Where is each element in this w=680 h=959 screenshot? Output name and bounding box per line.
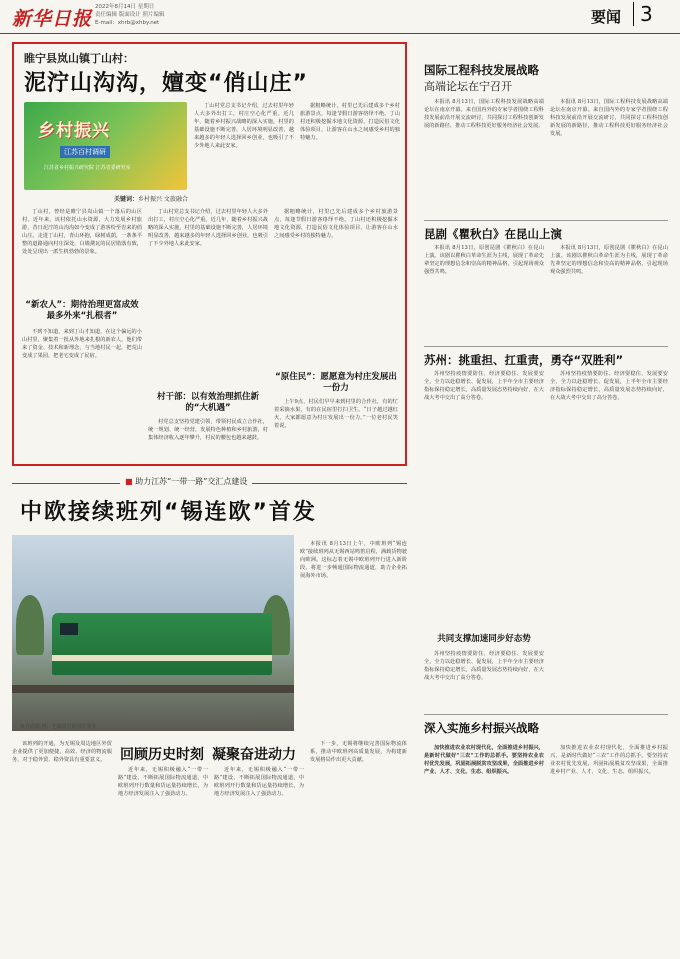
- feature-col3-top: 据粗略统计，村里已先后建成多个乡村旅游景点，每逢节假日游客络绎不绝。丁山村还积极挖掘本地文化资源，打造民俗文化体验项目，让游客在山水之间感受乡村的独特魅力。: [300, 103, 400, 142]
- tree-shape: [16, 595, 44, 655]
- newspaper-logo: 新华日报: [12, 8, 93, 30]
- train-photo: [12, 535, 294, 731]
- story2-title: 昆剧《瞿秋白》在昆山上演: [424, 227, 562, 241]
- story3-text-c: 苏州坚持疫情要防住、经济要稳住、发展要安全，全力以赴稳增长、促发展，上半年全市主要经济指标保持稳定增长，高质量发展态势持续向好，在大战大考中交出了高分答卷。: [424, 651, 544, 682]
- rail-track: [12, 685, 294, 693]
- feature-col3-text: 据粗略统计，村里已先后建成多个乡村旅游景点，每逢节假日游客络绎不绝。丁山村还积极挖掘本地文化资源，打造民俗文化体验项目，让游客在山水之间感受乡村的独特魅力。: [274, 209, 398, 240]
- train-text-c2: 近年来，无锡积极融入“一带一路”建设，不断拓展国际物流通道，中欧班列开行数量和货运量持续增长，为地方经济发展注入了强劲动力。: [214, 767, 304, 798]
- banner-subtitle: 江苏百村调研: [60, 146, 110, 158]
- story4-text-b: 加快推进农业农村现代化，全面推进乡村振兴，是新时代做好“三农”工作的总抓手。要坚持农业农村优先发展，巩固拓展脱贫攻坚成果，全面推进乡村产业、人才、文化、生态、组织振兴。: [550, 745, 668, 776]
- feature-col3b-text: 上午9点，村民们早早来到村里的合作社，有的忙着采摘水果，有的在民宿里打扫卫生。“日子越过越红火，大家都愿意为村庄发展出一份力。”一位老村民笑着说。: [274, 399, 398, 430]
- train-stripe: [52, 655, 272, 661]
- story2-text-a: 本报讯 8月13日，原创昆剧《瞿秋白》在昆山上演。该剧以瞿秋白革命生涯为主线，展现了革命先辈坚定的理想信念和崇高的精神品格，引起现场观众强烈共鸣。: [424, 245, 544, 276]
- date-line: 2022年8月14日 星期日: [95, 4, 155, 10]
- story1-text-a: 本报讯 8月13日，国际工程科技发展战略高端论坛在南京开幕。来自国内外的专家学者围绕工程科技发展前沿开展交流研讨，共同探讨工程科技创新发展的新路径，推动工程科技更好服务经济社会发展。: [424, 99, 544, 130]
- feature-kicker: 睢宁县岚山镇丁山村：: [24, 52, 134, 65]
- feature-col2-text: 丁山村党总支书记介绍，过去村里年轻人大多外出打工，村庄空心化严重。近几年，随着乡村振兴战略的深入实施，村里的基础设施不断完善，人居环境明显改善，越来越多的年轻人选择回乡创业，也吸引了不少外地人来此安家。: [148, 209, 268, 248]
- rural-revival-banner: [24, 102, 187, 190]
- email-line: E-mail：xhrb@xhby.net: [95, 20, 160, 26]
- feature-col2-top: 丁山村党总支书记介绍，过去村里年轻人大多外出打工，村庄空心化严重。近几年，随着乡村振兴战略的深入实施，村里的基础设施不断完善，人居环境明显改善，越来越多的年轻人选择回乡创业，也吸引了不少外地人来此安家。: [194, 103, 294, 150]
- feature-col2b-text: 村党总支坚持党建引领，带领村民成立合作社，统一规划、统一经营，发展特色种植和乡村旅游，村集体经济收入逐年攀升，村民的腰包也越来越鼓。: [148, 419, 268, 442]
- story1-text-b: 本报讯 8月13日，国际工程科技发展战略高端论坛在南京开幕。来自国内外的专家学者围绕工程科技发展前沿开展交流研讨，共同探讨工程科技创新发展的新路径，推动工程科技更好服务经济社会发展。: [550, 99, 668, 138]
- train-subhead-right: 凝聚奋进动力: [212, 747, 296, 763]
- train-text-b: 该班列的开通，为无锡及周边地区外贸企业提供了更加便捷、高效、经济的物流服务，对于稳外贸、稳外资具有重要意义。: [12, 741, 112, 764]
- train-text-a: 本报讯 8月13日上午，中欧班列“锡连欧”接续班列从无锡西站鸣笛启程，满载货物驶向欧洲。这标志着无锡中欧班列开行进入新阶段，将进一步畅通国际物流通道，助力企业拓展海外市场。: [300, 541, 407, 580]
- divider: [424, 220, 668, 221]
- story3-title: 苏州：挑重担、扛重责，勇夺“双胜利”: [424, 353, 624, 367]
- story1-title: 国际工程科技发展战略: [424, 63, 539, 77]
- banner-caption: 江苏省乡村振兴研究院 江苏省委研究室: [44, 165, 131, 171]
- byline-label: 关键词：: [114, 196, 139, 203]
- masthead-info: [95, 3, 255, 27]
- byline-text: 乡村振兴 文旅融合: [138, 196, 188, 203]
- section-name: 要闻: [591, 8, 622, 26]
- story3-text-a: 苏州坚持疫情要防住、经济要稳住、发展要安全，全力以赴稳增长、促发展，上半年全市主要经济指标保持稳定增长，高质量发展态势持续向好，在大战大考中交出了高分答卷。: [424, 371, 544, 402]
- feature-col1b-text: 不到不知道，来到丁山才知道，在这个偏远的小山村里，聚集着一批从外地来扎根的新农人。他们带来了资金、技术和新理念，与当地村民一起，把荒山变成了果园，把老宅变成了民宿。: [22, 329, 142, 360]
- divider: [424, 714, 668, 715]
- story3-text-b: 苏州坚持疫情要防住、经济要稳住、发展要安全，全力以赴稳增长、促发展，上半年全市主要经济指标保持稳定增长，高质量发展态势持续向好，在大战大考中交出了高分答卷。: [550, 371, 668, 402]
- story1-subtitle: 高端论坛在宁召开: [424, 80, 512, 93]
- train-text-c: 近年来，无锡积极融入“一带一路”建设，不断拓展国际物流通道，中欧班列开行数量和货运量持续增长，为地方经济发展注入了强劲动力。: [118, 767, 208, 798]
- feature-article: [12, 42, 407, 466]
- band-label: ■ 助力江苏“一带一路”交汇点建设: [120, 476, 252, 487]
- train-text-d: 下一步，无锡将继续完善国际物流体系，推动中欧班列高质量发展，为构建新发展格局作出更大贡献。: [310, 741, 407, 764]
- train-window: [60, 623, 78, 635]
- train-subhead-left: 回顾历史时刻: [120, 747, 204, 763]
- feature-col1-text: 丁山村，曾经是睢宁县岚山镇一个落后的山区村。近年来，该村依托山水资源，大力发展乡村旅游，昔日泥泞的山沟沟如今变成了游客纷至沓来的俏山庄。走进丁山村，青山环抱，绿树成荫，一条条平整的道路通向村庄深处，白墙黛瓦的民居错落有致，处处呈现出一派生机勃勃的景象。: [22, 209, 142, 256]
- byline: [114, 194, 188, 203]
- train-shape: [52, 613, 272, 675]
- page-number: 3: [633, 2, 653, 26]
- feature-headline: 泥泞山沟沟，嬗变“俏山庄”: [24, 71, 308, 96]
- subhead-village-cadres: 村干部：以有效治理抓住新的“大机遇”: [156, 392, 259, 413]
- story2-text-b: 本报讯 8月13日，原创昆剧《瞿秋白》在昆山上演。该剧以瞿秋白革命生涯为主线，展现了革命先辈坚定的理想信念和崇高的精神品格，引起现场观众强烈共鸣。: [550, 245, 668, 276]
- train-headline: 中欧接续班列“锡连欧”首发: [20, 500, 317, 525]
- photo-caption: 来自高铁·摄：无锡站首班列车发车: [20, 724, 97, 730]
- banner-title: 乡村振兴: [38, 121, 110, 141]
- story4-text-a: 加快推进农业农村现代化，全面推进乡村振兴，是新时代做好“三农”工作的总抓手。要坚持农业农村优先发展，巩固拓展脱贫攻坚成果，全面推进乡村产业、人才、文化、生态、组织振兴。: [424, 745, 544, 776]
- story3-subhead: 共同支撑加速同步好态势: [437, 634, 531, 644]
- subhead-natives: “原住民”：愿愿意为村庄发展出一份力: [275, 372, 397, 393]
- story4-title: 深入实施乡村振兴战略: [424, 721, 539, 735]
- divider: [424, 346, 668, 347]
- editor-line: 责任编辑 版面设计 照片编辑: [95, 12, 165, 18]
- subhead-new-farmers: “新农人”：期待治理更富成效最多外来“扎根者”: [25, 300, 139, 321]
